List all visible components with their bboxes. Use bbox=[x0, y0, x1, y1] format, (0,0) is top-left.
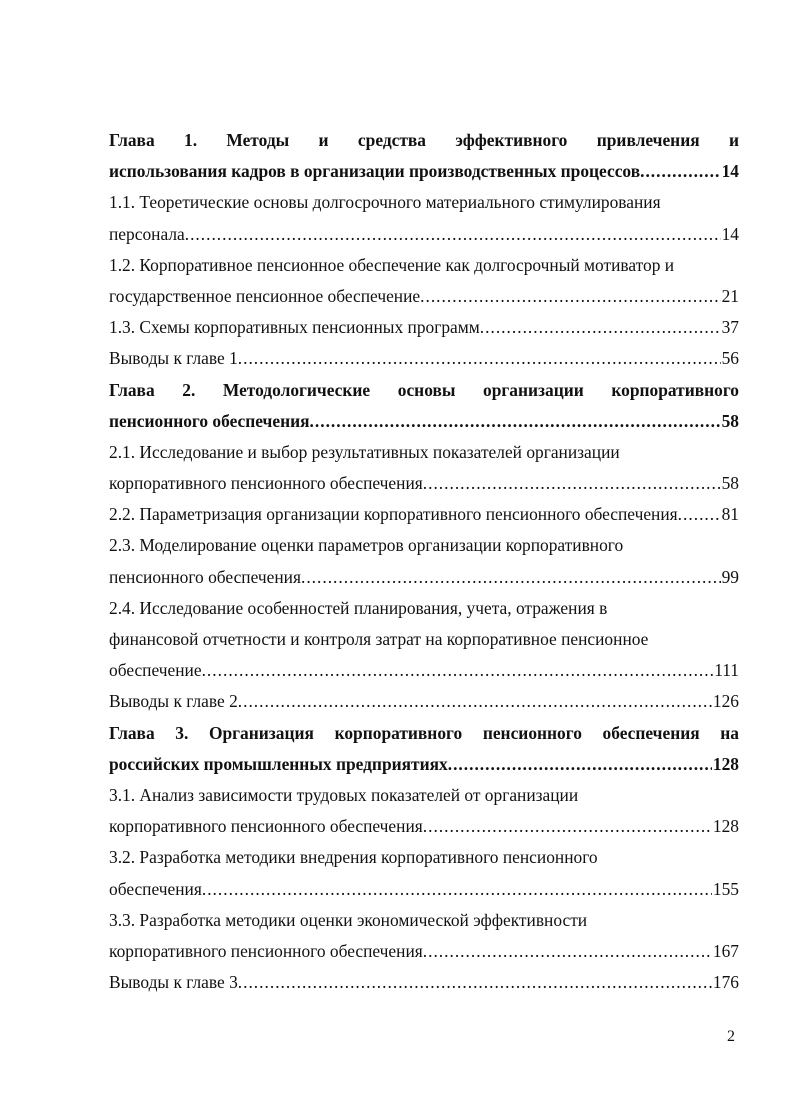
toc-conclusions-2 bbox=[109, 686, 739, 717]
toc-chapter-title-line: пенсионного обеспечения bbox=[109, 410, 310, 431]
toc-entry-line bbox=[109, 749, 739, 780]
toc-section-1-3 bbox=[109, 312, 739, 343]
dot-leader bbox=[448, 749, 712, 780]
toc-chapter-title-line: российских промышленных предприятиях bbox=[109, 753, 448, 774]
toc-page-number: 128 bbox=[712, 816, 739, 837]
toc-page-number: 58 bbox=[721, 473, 739, 494]
toc-page-number: 155 bbox=[712, 878, 739, 899]
dot-leader bbox=[423, 811, 712, 842]
dot-leader bbox=[202, 874, 712, 905]
toc-entry-text: обеспечения bbox=[109, 878, 202, 899]
toc-section-2-4 bbox=[109, 593, 739, 687]
toc-page-number: 128 bbox=[712, 753, 739, 774]
toc-entry-text: Выводы к главе 3 bbox=[109, 972, 238, 993]
toc-entry-line bbox=[109, 219, 739, 250]
toc-chapter-1 bbox=[109, 125, 739, 187]
toc-entry-text: корпоративного пенсионного обеспечения bbox=[109, 816, 423, 837]
page-number: 2 bbox=[727, 1028, 735, 1045]
toc-entry-text: 2.4. Исследование особенностей планирования, учета, отражения в bbox=[109, 597, 608, 618]
toc-entry-text: 3.2. Разработка методики внедрения корпоративного пенсионного bbox=[109, 847, 598, 868]
toc-chapter-title-line: Глава 2. Методологические основы организации корпоративного bbox=[109, 379, 739, 400]
toc-entry-line bbox=[109, 156, 739, 187]
toc-entry-line bbox=[109, 936, 739, 967]
toc-page-number: 167 bbox=[712, 940, 739, 961]
dot-leader bbox=[423, 468, 721, 499]
dot-leader bbox=[420, 281, 720, 312]
toc-entry-line bbox=[109, 406, 739, 437]
toc-chapter-2 bbox=[109, 375, 739, 437]
toc-entry-text: финансовой отчетности и контроля затрат на корпоративное пенсионное bbox=[109, 629, 649, 649]
toc-section-3-2 bbox=[109, 842, 739, 904]
toc-entry-text: 1.2. Корпоративное пенсионное обеспечение как долгосрочный мотиватор и bbox=[109, 254, 675, 275]
toc-entry-line bbox=[109, 562, 739, 593]
toc-entry-text: государственное пенсионное обеспечение bbox=[109, 285, 421, 306]
dot-leader bbox=[202, 655, 714, 686]
toc-entry-text: обеспечение bbox=[109, 660, 202, 681]
toc-entry-text: 2.2. Параметризация организации корпоративного пенсионного обеспечения bbox=[109, 504, 678, 525]
toc-entry-text: пенсионного обеспечения bbox=[109, 566, 301, 587]
toc-section-2-2 bbox=[109, 499, 739, 530]
toc-section-1-2 bbox=[109, 250, 739, 312]
dot-leader bbox=[238, 967, 712, 998]
toc-section-2-1 bbox=[109, 437, 739, 499]
toc-page-number: 99 bbox=[721, 566, 739, 587]
dot-leader bbox=[185, 219, 721, 250]
toc-chapter-3 bbox=[109, 718, 739, 780]
dot-leader bbox=[423, 936, 712, 967]
toc-entry-text: персонала bbox=[109, 223, 185, 244]
toc-entry-text: корпоративного пенсионного обеспечения bbox=[109, 473, 423, 494]
toc-page-number: 176 bbox=[712, 972, 739, 993]
toc-entry-line bbox=[109, 281, 739, 312]
toc-entry-text: 1.3. Схемы корпоративных пенсионных программ bbox=[109, 317, 480, 338]
toc-entry-text: Выводы к главе 1 bbox=[109, 348, 238, 369]
dot-leader bbox=[310, 406, 721, 437]
toc-page-number: 37 bbox=[721, 317, 739, 338]
toc-page-number: 21 bbox=[721, 285, 739, 306]
toc-chapter-title-line: Глава 1. Методы и средства эффективного привлечения и bbox=[109, 130, 739, 150]
toc-page-number: 81 bbox=[721, 504, 739, 525]
toc-chapter-title-line: использования кадров в организации производственных процессов bbox=[109, 161, 641, 182]
toc-entry-text: Выводы к главе 2 bbox=[109, 691, 238, 712]
toc-section-3-1 bbox=[109, 780, 739, 842]
toc-entry-line bbox=[109, 874, 739, 905]
table-of-contents bbox=[109, 125, 739, 998]
toc-entry-line bbox=[109, 811, 739, 842]
toc-entry-line bbox=[109, 468, 739, 499]
toc-conclusions-1 bbox=[109, 343, 739, 374]
toc-page-number: 126 bbox=[712, 691, 739, 712]
toc-page-number: 111 bbox=[714, 660, 739, 681]
toc-section-2-3 bbox=[109, 530, 739, 592]
toc-page-number: 14 bbox=[721, 161, 739, 182]
toc-page-number: 14 bbox=[721, 223, 739, 244]
toc-page-number: 56 bbox=[721, 348, 739, 369]
toc-entry-text: 3.3. Разработка методики оценки экономической эффективности bbox=[109, 909, 588, 930]
toc-chapter-title-line: Глава 3. Организация корпоративного пенсионного обеспечения на bbox=[109, 722, 739, 743]
dot-leader bbox=[301, 562, 721, 593]
dot-leader bbox=[238, 343, 721, 374]
toc-entry-text: 3.1. Анализ зависимости трудовых показателей от организации bbox=[109, 784, 579, 805]
dot-leader bbox=[238, 686, 712, 717]
toc-entry-text: корпоративного пенсионного обеспечения bbox=[109, 940, 423, 961]
dot-leader bbox=[678, 499, 721, 530]
toc-entry-text: 2.1. Исследование и выбор результативных показателей организации bbox=[109, 441, 620, 462]
toc-entry-line bbox=[109, 655, 739, 686]
toc-page-number: 58 bbox=[721, 410, 739, 431]
toc-entry-text: 1.1. Теоретические основы долгосрочного материального стимулирования bbox=[109, 192, 661, 213]
dot-leader bbox=[640, 156, 721, 187]
toc-section-1-1 bbox=[109, 187, 739, 249]
dot-leader bbox=[480, 312, 721, 343]
toc-entry-text: 2.3. Моделирование оценки параметров организации корпоративного bbox=[109, 535, 624, 556]
toc-section-3-3 bbox=[109, 905, 739, 967]
toc-conclusions-3 bbox=[109, 967, 739, 998]
